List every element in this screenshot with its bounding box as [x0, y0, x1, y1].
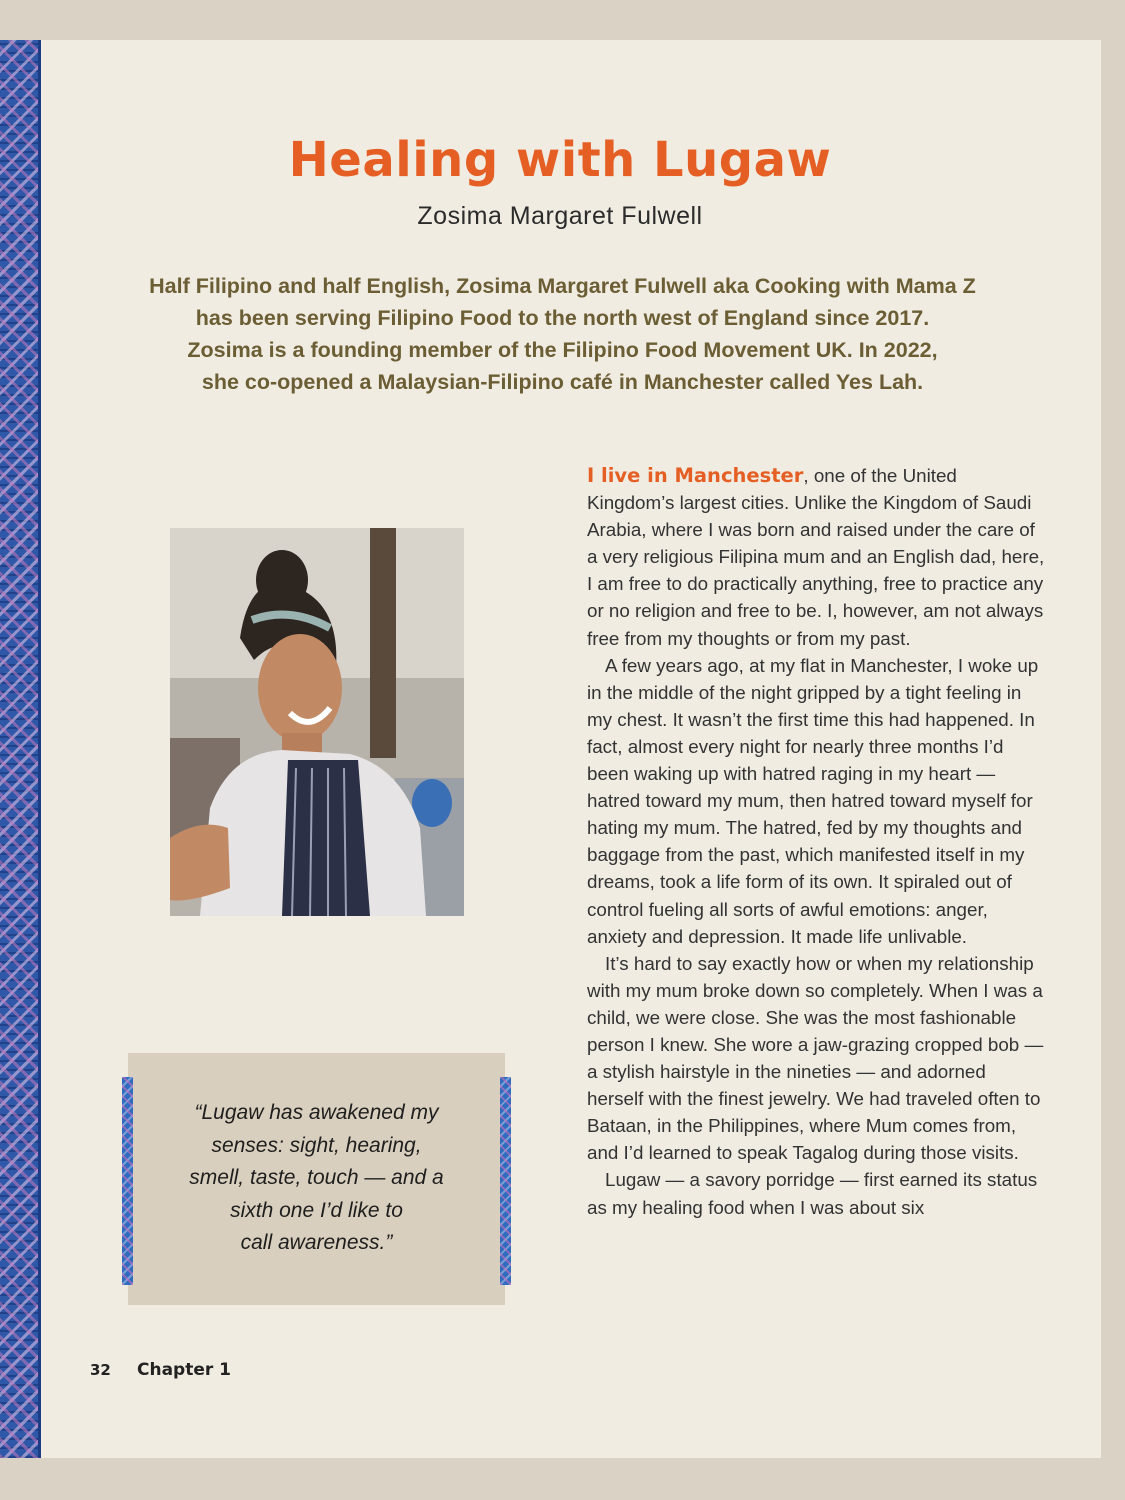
decorative-woven-band [122, 1077, 133, 1285]
pull-quote-line: senses: sight, hearing, [211, 1133, 422, 1157]
body-paragraph: Lugaw — a savory porridge — first earned its status as my healing food when I was about six [587, 1169, 1038, 1218]
paragraph-text: , one of the United Kingdom’s largest cities. Unlike the Kingdom of Saudi Arabia, where I was born and raised under the care of a very religious Filipina mum and an English dad, here, I am free to do practically anything, free to practice any or no religion and free to be. I, however, am not always free from my thoughts or from my past. [587, 465, 1045, 649]
chapter-label: Chapter 1 [137, 1360, 232, 1380]
decorative-woven-border [0, 40, 41, 1458]
intro-line: Zosima is a founding member of the Filipino Food Movement UK. In 2022, [187, 338, 938, 362]
intro-line: she co-opened a Malaysian-Filipino café in Manchester called Yes Lah. [201, 370, 924, 394]
author-photo [170, 528, 464, 916]
body-paragraph: A few years ago, at my flat in Manchester, I woke up in the middle of the night gripped by a tight feeling in my chest. It wasn’t the first time this had happened. In fact, almost every night for nearly three months I’d been waking up with hatred raging in my heart — hatred toward my mum, then hatred toward myself for hating my mum. The hatred, fed by my thoughts and baggage from the past, which manifested itself in my dreams, took a life form of its own. It spiraled out of control fueling all sorts of awful emotions: anger, anxiety and depression. It made life unlivable. [587, 654, 1039, 947]
intro-line: Half Filipino and half English, Zosima Margaret Fulwell aka Cooking with Mama Z [149, 274, 976, 298]
pull-quote-line: sixth one I’d like to [230, 1198, 403, 1222]
decorative-woven-band [500, 1077, 511, 1285]
body-paragraph [587, 462, 1047, 652]
article-author: Zosima Margaret Fulwell [417, 202, 703, 230]
pull-quote-line: smell, taste, touch — and a [189, 1166, 444, 1189]
intro-blurb [110, 270, 1015, 398]
page-number: 32 [90, 1361, 111, 1379]
pull-quote-line: call awareness.” [240, 1231, 393, 1254]
article-title: Healing with Lugaw [288, 132, 832, 188]
body-paragraph: It’s hard to say exactly how or when my relationship with my mum broke down so completely. When I was a child, we were close. She was the most fashionable person I knew. She wore a jaw-grazing cropped bob — a stylish hairstyle in the nineties — and adorned herself with the finest jewelry. We had traveled often to Bataan, in the Philippines, where Mum comes from, and I’d learned to speak Tagalog during those visits. [587, 952, 1044, 1164]
pull-quote-box [128, 1053, 505, 1305]
intro-line: has been serving Filipino Food to the north west of England since 2017. [195, 306, 930, 330]
article-body [587, 462, 1047, 1221]
pull-quote-line: “Lugaw has awakened my [194, 1101, 439, 1124]
lead-in: I live in Manchester [587, 464, 804, 487]
pull-quote [162, 1097, 471, 1260]
